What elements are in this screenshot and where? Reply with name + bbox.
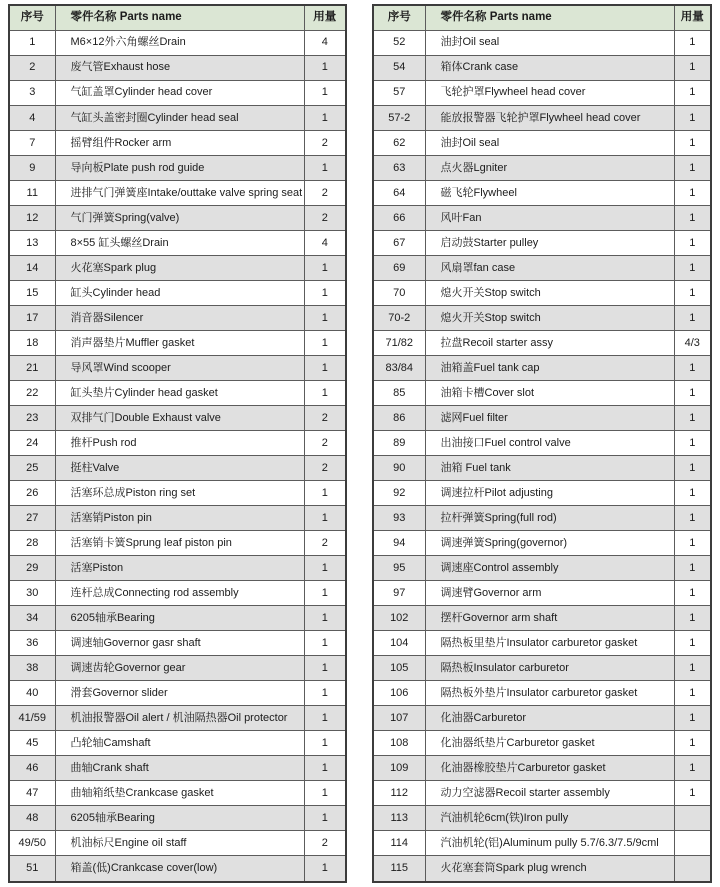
table-row xyxy=(373,856,711,882)
part-name-cell: 废气管Exhaust hose xyxy=(55,55,304,80)
table-row xyxy=(373,555,711,580)
quantity-cell: 1 xyxy=(674,305,711,330)
quantity-cell: 2 xyxy=(304,405,346,430)
table-row xyxy=(9,180,346,205)
quantity-cell: 1 xyxy=(304,305,346,330)
quantity-cell: 1 xyxy=(674,630,711,655)
part-name-cell: 油封Oil seal xyxy=(425,130,674,155)
table-row xyxy=(9,230,346,255)
table-row xyxy=(373,255,711,280)
table-header xyxy=(9,5,346,30)
row-number-cell: 112 xyxy=(373,780,425,805)
row-number-cell: 93 xyxy=(373,505,425,530)
quantity-cell: 1 xyxy=(674,430,711,455)
quantity-cell: 1 xyxy=(674,105,711,130)
quantity-cell: 1 xyxy=(304,355,346,380)
table-row xyxy=(9,755,346,780)
row-number-cell: 70 xyxy=(373,280,425,305)
table-row xyxy=(9,580,346,605)
column-header-parts-name: 零件名称 Parts name xyxy=(425,5,674,30)
quantity-cell: 1 xyxy=(674,755,711,780)
column-header-quantity: 用量 xyxy=(674,5,711,30)
quantity-cell: 1 xyxy=(674,705,711,730)
table-row xyxy=(373,505,711,530)
row-number-cell: 86 xyxy=(373,405,425,430)
row-number-cell: 38 xyxy=(9,655,55,680)
table-row xyxy=(373,55,711,80)
row-number-cell: 13 xyxy=(9,230,55,255)
quantity-cell: 1 xyxy=(304,280,346,305)
parts-table-right xyxy=(372,4,712,883)
table-row xyxy=(373,155,711,180)
quantity-cell: 2 xyxy=(304,180,346,205)
row-number-cell: 92 xyxy=(373,480,425,505)
part-name-cell: 缸头Cylinder head xyxy=(55,280,304,305)
column-header-serial-number: 序号 xyxy=(373,5,425,30)
table-row xyxy=(9,355,346,380)
row-number-cell: 83/84 xyxy=(373,355,425,380)
row-number-cell: 47 xyxy=(9,780,55,805)
part-name-cell: 飞轮护罩Flywheel head cover xyxy=(425,80,674,105)
part-name-cell: 调速轴Governor gasr shaft xyxy=(55,630,304,655)
table-row xyxy=(9,30,346,55)
table-row xyxy=(9,831,346,856)
table-row xyxy=(373,455,711,480)
table-row xyxy=(373,280,711,305)
table-row xyxy=(9,680,346,705)
table-row xyxy=(9,130,346,155)
row-number-cell: 40 xyxy=(9,680,55,705)
quantity-cell: 1 xyxy=(304,505,346,530)
row-number-cell: 26 xyxy=(9,480,55,505)
row-number-cell: 27 xyxy=(9,505,55,530)
quantity-cell: 2 xyxy=(304,130,346,155)
row-number-cell: 45 xyxy=(9,730,55,755)
row-number-cell: 66 xyxy=(373,205,425,230)
row-number-cell: 9 xyxy=(9,155,55,180)
row-number-cell: 46 xyxy=(9,755,55,780)
quantity-cell: 1 xyxy=(674,555,711,580)
quantity-cell: 1 xyxy=(304,856,346,882)
quantity-cell: 1 xyxy=(304,730,346,755)
row-number-cell: 106 xyxy=(373,680,425,705)
quantity-cell: 1 xyxy=(674,230,711,255)
part-name-cell: 箱盖(低)Crankcase cover(low) xyxy=(55,856,304,882)
quantity-cell: 1 xyxy=(304,805,346,830)
part-name-cell: 化油器纸垫片Carburetor gasket xyxy=(425,730,674,755)
quantity-cell: 1 xyxy=(304,480,346,505)
row-number-cell: 49/50 xyxy=(9,831,55,856)
row-number-cell: 85 xyxy=(373,380,425,405)
table-row xyxy=(373,30,711,55)
quantity-cell: 1 xyxy=(304,330,346,355)
quantity-cell: 1 xyxy=(304,380,346,405)
table-row xyxy=(373,705,711,730)
part-name-cell: 风扇罩fan case xyxy=(425,255,674,280)
table-row xyxy=(373,405,711,430)
row-number-cell: 34 xyxy=(9,605,55,630)
part-name-cell: 出油接口Fuel control valve xyxy=(425,430,674,455)
table-row xyxy=(373,480,711,505)
part-name-cell: 箱体Crank case xyxy=(425,55,674,80)
quantity-cell: 1 xyxy=(304,55,346,80)
row-number-cell: 97 xyxy=(373,580,425,605)
row-number-cell: 95 xyxy=(373,555,425,580)
quantity-cell: 1 xyxy=(674,180,711,205)
quantity-cell: 1 xyxy=(674,255,711,280)
part-name-cell: 8×55 缸头螺丝Drain xyxy=(55,230,304,255)
part-name-cell: 汽油机轮(铝)Aluminum pully 5.7/6.3/7.5/9cml xyxy=(425,831,674,856)
table-row xyxy=(373,655,711,680)
quantity-cell: 1 xyxy=(674,130,711,155)
table-row xyxy=(9,505,346,530)
part-name-cell: 油箱卡槽Cover slot xyxy=(425,380,674,405)
quantity-cell: 1 xyxy=(674,55,711,80)
table-row xyxy=(373,205,711,230)
table-row xyxy=(373,780,711,805)
table-row xyxy=(373,180,711,205)
row-number-cell: 113 xyxy=(373,805,425,830)
table-row xyxy=(9,805,346,830)
part-name-cell: 气缸盖罩Cylinder head cover xyxy=(55,80,304,105)
quantity-cell: 1 xyxy=(304,605,346,630)
part-name-cell: 连杆总成Connecting rod assembly xyxy=(55,580,304,605)
row-number-cell: 108 xyxy=(373,730,425,755)
quantity-cell: 2 xyxy=(304,455,346,480)
row-number-cell: 52 xyxy=(373,30,425,55)
row-number-cell: 15 xyxy=(9,280,55,305)
table-row xyxy=(9,730,346,755)
table-row xyxy=(9,555,346,580)
part-name-cell: 火花塞套筒Spark plug wrench xyxy=(425,856,674,882)
row-number-cell: 2 xyxy=(9,55,55,80)
table-row xyxy=(373,305,711,330)
table-row xyxy=(9,630,346,655)
table-row xyxy=(9,305,346,330)
quantity-cell: 1 xyxy=(674,530,711,555)
row-number-cell: 69 xyxy=(373,255,425,280)
table-row xyxy=(373,730,711,755)
row-number-cell: 41/59 xyxy=(9,705,55,730)
part-name-cell: 油封Oil seal xyxy=(425,30,674,55)
part-name-cell: 油箱 Fuel tank xyxy=(425,455,674,480)
table-row xyxy=(9,105,346,130)
part-name-cell: 火花塞Spark plug xyxy=(55,255,304,280)
row-number-cell: 48 xyxy=(9,805,55,830)
row-number-cell: 51 xyxy=(9,856,55,882)
part-name-cell: 曲轴箱纸垫Crankcase gasket xyxy=(55,780,304,805)
row-number-cell: 30 xyxy=(9,580,55,605)
table-row xyxy=(373,355,711,380)
row-number-cell: 64 xyxy=(373,180,425,205)
row-number-cell: 21 xyxy=(9,355,55,380)
quantity-cell: 1 xyxy=(304,630,346,655)
part-name-cell: M6×12外六角螺丝Drain xyxy=(55,30,304,55)
table-row xyxy=(373,580,711,605)
quantity-cell: 2 xyxy=(304,530,346,555)
part-name-cell: 磁飞轮Flywheel xyxy=(425,180,674,205)
part-name-cell: 动力空滤器Recoil starter assembly xyxy=(425,780,674,805)
table-row xyxy=(373,755,711,780)
table-body xyxy=(9,30,346,882)
part-name-cell: 点火器Lgniter xyxy=(425,155,674,180)
table-row xyxy=(9,530,346,555)
table-row xyxy=(373,80,711,105)
row-number-cell: 24 xyxy=(9,430,55,455)
part-name-cell: 隔热板Insulator carburetor xyxy=(425,655,674,680)
table-row xyxy=(9,856,346,882)
row-number-cell: 7 xyxy=(9,130,55,155)
part-name-cell: 导向板Plate push rod guide xyxy=(55,155,304,180)
part-name-cell: 挺柱Valve xyxy=(55,455,304,480)
row-number-cell: 89 xyxy=(373,430,425,455)
table-row xyxy=(373,105,711,130)
row-number-cell: 57 xyxy=(373,80,425,105)
row-number-cell: 1 xyxy=(9,30,55,55)
quantity-cell: 1 xyxy=(304,780,346,805)
quantity-cell: 1 xyxy=(304,80,346,105)
quantity-cell: 1 xyxy=(674,655,711,680)
quantity-cell: 1 xyxy=(674,355,711,380)
table-row xyxy=(9,155,346,180)
quantity-cell: 2 xyxy=(304,831,346,856)
quantity-cell xyxy=(674,805,711,830)
row-number-cell: 63 xyxy=(373,155,425,180)
part-name-cell: 双排气门Double Exhaust valve xyxy=(55,405,304,430)
quantity-cell: 1 xyxy=(674,80,711,105)
row-number-cell: 94 xyxy=(373,530,425,555)
part-name-cell: 化油器橡胶垫片Carburetor gasket xyxy=(425,755,674,780)
table-row xyxy=(9,705,346,730)
row-number-cell: 109 xyxy=(373,755,425,780)
part-name-cell: 拉杆弹簧Spring(full rod) xyxy=(425,505,674,530)
part-name-cell: 调速拉杆Pilot adjusting xyxy=(425,480,674,505)
table-row xyxy=(9,55,346,80)
quantity-cell xyxy=(674,856,711,882)
table-row xyxy=(9,205,346,230)
quantity-cell: 1 xyxy=(304,705,346,730)
part-name-cell: 滑套Governor slider xyxy=(55,680,304,705)
row-number-cell: 29 xyxy=(9,555,55,580)
quantity-cell: 1 xyxy=(674,155,711,180)
row-number-cell: 105 xyxy=(373,655,425,680)
quantity-cell: 1 xyxy=(674,205,711,230)
part-name-cell: 曲轴Crank shaft xyxy=(55,755,304,780)
part-name-cell: 摇臂组件Rocker arm xyxy=(55,130,304,155)
quantity-cell: 1 xyxy=(304,555,346,580)
quantity-cell: 2 xyxy=(304,430,346,455)
table-row xyxy=(9,455,346,480)
part-name-cell: 化油器Carburetor xyxy=(425,705,674,730)
part-name-cell: 摆杆Governor arm shaft xyxy=(425,605,674,630)
part-name-cell: 缸头垫片Cylinder head gasket xyxy=(55,380,304,405)
part-name-cell: 6205轴承Bearing xyxy=(55,805,304,830)
table-row xyxy=(373,380,711,405)
quantity-cell: 1 xyxy=(674,580,711,605)
row-number-cell: 54 xyxy=(373,55,425,80)
quantity-cell: 4 xyxy=(304,230,346,255)
quantity-cell: 1 xyxy=(304,155,346,180)
row-number-cell: 36 xyxy=(9,630,55,655)
row-number-cell: 18 xyxy=(9,330,55,355)
table-row xyxy=(9,655,346,680)
quantity-cell xyxy=(674,831,711,856)
table-row xyxy=(373,530,711,555)
part-name-cell: 气缸头盖密封圈Cylinder head seal xyxy=(55,105,304,130)
table-row xyxy=(9,280,346,305)
quantity-cell: 1 xyxy=(304,105,346,130)
table-row xyxy=(373,831,711,856)
quantity-cell: 1 xyxy=(304,255,346,280)
column-header-serial-number: 序号 xyxy=(9,5,55,30)
table-row xyxy=(9,255,346,280)
quantity-cell: 4 xyxy=(304,30,346,55)
table-header xyxy=(373,5,711,30)
part-name-cell: 滤网Fuel filter xyxy=(425,405,674,430)
parts-table-left xyxy=(8,4,347,883)
quantity-cell: 1 xyxy=(674,30,711,55)
table-row xyxy=(9,605,346,630)
part-name-cell: 进排气门弹簧座Intake/outtake valve spring seat xyxy=(55,180,304,205)
row-number-cell: 11 xyxy=(9,180,55,205)
table-row xyxy=(9,405,346,430)
part-name-cell: 消声器垫片Muffler gasket xyxy=(55,330,304,355)
column-header-parts-name: 零件名称 Parts name xyxy=(55,5,304,30)
table-row xyxy=(9,330,346,355)
table-row xyxy=(373,805,711,830)
quantity-cell: 1 xyxy=(304,580,346,605)
part-name-cell: 活塞销卡簧Sprung leaf piston pin xyxy=(55,530,304,555)
quantity-cell: 1 xyxy=(674,480,711,505)
table-body xyxy=(373,30,711,882)
row-number-cell: 57-2 xyxy=(373,105,425,130)
part-name-cell: 6205轴承Bearing xyxy=(55,605,304,630)
row-number-cell: 3 xyxy=(9,80,55,105)
row-number-cell: 12 xyxy=(9,205,55,230)
quantity-cell: 1 xyxy=(304,755,346,780)
quantity-cell: 1 xyxy=(304,680,346,705)
table-row xyxy=(373,130,711,155)
quantity-cell: 1 xyxy=(674,455,711,480)
part-name-cell: 拉盘Recoil starter assy xyxy=(425,330,674,355)
part-name-cell: 凸轮轴Camshaft xyxy=(55,730,304,755)
row-number-cell: 14 xyxy=(9,255,55,280)
row-number-cell: 23 xyxy=(9,405,55,430)
row-number-cell: 115 xyxy=(373,856,425,882)
quantity-cell: 1 xyxy=(674,680,711,705)
part-name-cell: 熄火开关Stop switch xyxy=(425,280,674,305)
part-name-cell: 调速齿轮Governor gear xyxy=(55,655,304,680)
quantity-cell: 1 xyxy=(674,505,711,530)
part-name-cell: 调速臂Governor arm xyxy=(425,580,674,605)
part-name-cell: 汽油机轮6cm(铁)Iron pully xyxy=(425,805,674,830)
table-row xyxy=(373,630,711,655)
table-row xyxy=(373,605,711,630)
quantity-cell: 1 xyxy=(674,605,711,630)
part-name-cell: 活塞Piston xyxy=(55,555,304,580)
part-name-cell: 能放报警器飞轮护罩Flywheel head cover xyxy=(425,105,674,130)
part-name-cell: 隔热板里垫片Insulator carburetor gasket xyxy=(425,630,674,655)
quantity-cell: 1 xyxy=(304,655,346,680)
part-name-cell: 调速弹簧Spring(governor) xyxy=(425,530,674,555)
part-name-cell: 导风罩Wind scooper xyxy=(55,355,304,380)
row-number-cell: 70-2 xyxy=(373,305,425,330)
table-row xyxy=(373,680,711,705)
part-name-cell: 消音器Silencer xyxy=(55,305,304,330)
part-name-cell: 油箱盖Fuel tank cap xyxy=(425,355,674,380)
table-row xyxy=(373,430,711,455)
part-name-cell: 机油报警器Oil alert / 机油隔热器Oil protector xyxy=(55,705,304,730)
column-header-quantity: 用量 xyxy=(304,5,346,30)
part-name-cell: 熄火开关Stop switch xyxy=(425,305,674,330)
table-row xyxy=(9,80,346,105)
part-name-cell: 启动鼓Starter pulley xyxy=(425,230,674,255)
table-row xyxy=(9,430,346,455)
table-row xyxy=(9,380,346,405)
quantity-cell: 1 xyxy=(674,780,711,805)
quantity-cell: 1 xyxy=(674,280,711,305)
row-number-cell: 67 xyxy=(373,230,425,255)
part-name-cell: 气门弹簧Spring(valve) xyxy=(55,205,304,230)
row-number-cell: 71/82 xyxy=(373,330,425,355)
quantity-cell: 1 xyxy=(674,730,711,755)
part-name-cell: 推杆Push rod xyxy=(55,430,304,455)
header-row xyxy=(373,5,711,30)
part-name-cell: 隔热板外垫片Insulator carburetor gasket xyxy=(425,680,674,705)
row-number-cell: 62 xyxy=(373,130,425,155)
part-name-cell: 风叶Fan xyxy=(425,205,674,230)
part-name-cell: 机油标尺Engine oil staff xyxy=(55,831,304,856)
row-number-cell: 28 xyxy=(9,530,55,555)
table-row xyxy=(373,330,711,355)
part-name-cell: 调速座Control assembly xyxy=(425,555,674,580)
row-number-cell: 107 xyxy=(373,705,425,730)
header-row xyxy=(9,5,346,30)
table-row xyxy=(9,780,346,805)
row-number-cell: 22 xyxy=(9,380,55,405)
row-number-cell: 104 xyxy=(373,630,425,655)
part-name-cell: 活塞销Piston pin xyxy=(55,505,304,530)
row-number-cell: 25 xyxy=(9,455,55,480)
part-name-cell: 活塞环总成Piston ring set xyxy=(55,480,304,505)
table-row xyxy=(373,230,711,255)
table-row xyxy=(9,480,346,505)
quantity-cell: 2 xyxy=(304,205,346,230)
row-number-cell: 102 xyxy=(373,605,425,630)
row-number-cell: 17 xyxy=(9,305,55,330)
row-number-cell: 4 xyxy=(9,105,55,130)
quantity-cell: 4/3 xyxy=(674,330,711,355)
row-number-cell: 90 xyxy=(373,455,425,480)
row-number-cell: 114 xyxy=(373,831,425,856)
quantity-cell: 1 xyxy=(674,380,711,405)
quantity-cell: 1 xyxy=(674,405,711,430)
